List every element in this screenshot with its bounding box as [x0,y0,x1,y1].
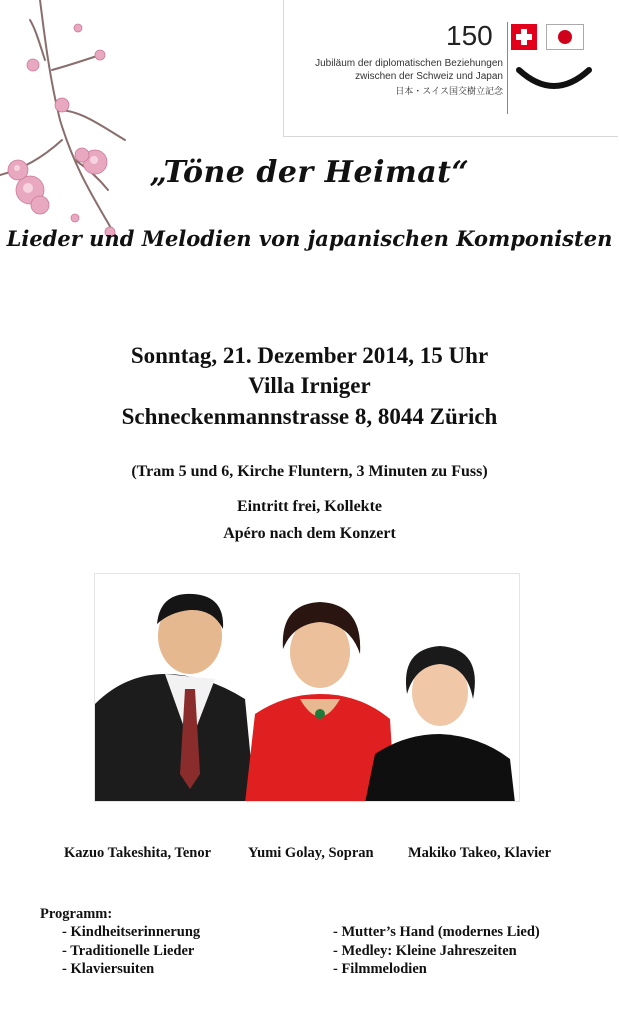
program-heading: Programm: [40,906,113,922]
program-item: - Mutter’s Hand (modernes Lied) [333,924,540,940]
program-item: - Traditionelle Lieder [62,943,195,959]
cherry-blossom-decoration [0,0,150,240]
anniversary-number: 150 [446,20,493,51]
program-item: - Kindheitserinnerung [62,924,201,940]
performer-tenor: Kazuo Takeshita, Tenor [64,845,212,861]
admission-info: Eintritt frei, Kollekte [237,498,382,515]
event-datetime: Sonntag, 21. Dezember 2014, 15 Uhr [130,343,489,368]
concert-subtitle: Lieder und Melodien von japanischen Komponisten [6,226,613,251]
transport-info: (Tram 5 und 6, Kirche Fluntern, 3 Minuten zu Fuss) [131,463,488,480]
performers-photo [94,573,520,802]
apero-info: Apéro nach dem Konzert [223,525,396,542]
logo-divider [507,22,508,114]
program-item: - Klaviersuiten [62,961,155,977]
swiss-flag-icon [511,24,537,50]
anniversary-text-line2: zwischen der Schweiz und Japan [355,71,503,82]
event-venue: Villa Irniger [248,373,371,398]
concert-title: „Töne der Heimat“ [149,155,470,190]
anniversary-text-line1: Jubiläum der diplomatischen Beziehungen [315,58,503,69]
event-address: Schneckenmannstrasse 8, 8044 Zürich [121,404,498,429]
anniversary-logo [283,0,618,137]
program-item: - Filmmelodien [333,961,427,977]
smile-icon [514,62,594,102]
program-item: - Medley: Kleine Jahreszeiten [333,943,517,959]
performer-soprano: Yumi Golay, Sopran [248,845,374,861]
performer-piano: Makiko Takeo, Klavier [408,845,552,861]
anniversary-text-japanese: 日本・スイス国交樹立記念 [395,87,503,97]
japan-flag-icon [546,24,584,50]
